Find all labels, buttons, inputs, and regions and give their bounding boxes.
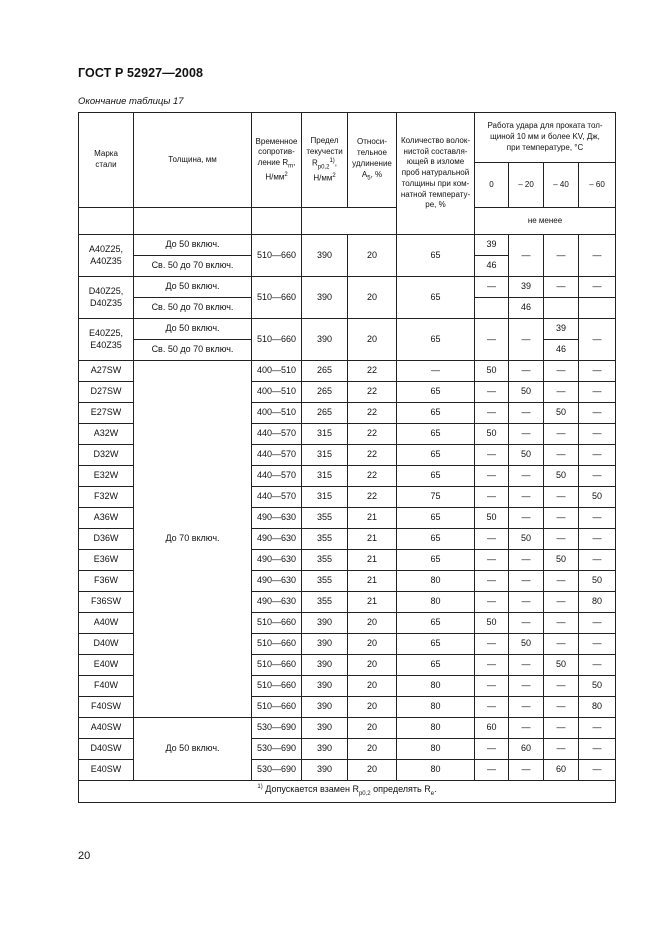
table-row: F36W 490—630 355 21 80 — — — 50: [79, 571, 616, 592]
header-fiber: Количество волок- нистой составля- ющей в изломе проб натуральной толщины при ком- натной температу- ре, %: [397, 113, 475, 235]
table-row: D36W 490—630 355 21 65 — 50 — —: [79, 529, 616, 550]
header-row: [79, 113, 616, 163]
table-row: E36W 490—630 355 21 65 — — 50 —: [79, 550, 616, 571]
table-row: F36SW 490—630 355 21 80 — — — 80: [79, 592, 616, 613]
header-min-label: не менее: [475, 208, 616, 235]
table-row: A40W 510—660 390 20 65 50 — — —: [79, 613, 616, 634]
table-row: D40SW 530—690 390 20 80 — 60 — —: [79, 739, 616, 760]
header-yield: Предел текучести $R_{p0,2}^{1)}$, $Н/мм^2$: [302, 113, 348, 208]
header-temp-40: – 40: [544, 163, 579, 208]
table-row: A36W 490—630 355 21 65 50 — — —: [79, 508, 616, 529]
table-row: A27SW До 70 включ. 400—510 265 22 — 50 — — —: [79, 361, 616, 382]
table-row: E27SW 400—510 265 22 65 — — 50 —: [79, 403, 616, 424]
table-row: Св. 50 до 70 включ. 46: [79, 256, 616, 277]
page-number: 20: [78, 850, 91, 862]
properties-table: [78, 112, 616, 803]
header-temp-60: – 60: [579, 163, 616, 208]
table-row: Св. 50 до 70 включ. 46: [79, 340, 616, 361]
header-elongation: Относи- тельное удлинение $A_5$, %: [348, 113, 397, 208]
table-row: F32W 440—570 315 22 75 — — — 50: [79, 487, 616, 508]
table-row: E40Z25, E40Z35 До 50 включ. 510—660 390 20 65 — — 39 —: [79, 319, 616, 340]
header-grade: Марка стали: [79, 113, 134, 208]
header-thickness: Толщина, мм: [134, 113, 252, 208]
table-row: D32W 440—570 315 22 65 — 50 — —: [79, 445, 616, 466]
header-temp-0: 0: [475, 163, 509, 208]
table-row: A40SW До 50 включ. 530—690 390 20 80 60 — — —: [79, 718, 616, 739]
document-title: ГОСТ Р 52927—2008: [78, 66, 204, 80]
table-row: F40SW 510—660 390 20 80 — — — 80: [79, 697, 616, 718]
table-row: A32W 440—570 315 22 65 50 — — —: [79, 424, 616, 445]
footnote-row: [79, 781, 616, 803]
table-row: D40W 510—660 390 20 65 — 50 — —: [79, 634, 616, 655]
table-row: F40W 510—660 390 20 80 — — — 50: [79, 676, 616, 697]
table-row: E40SW 530—690 390 20 80 — — 60 —: [79, 760, 616, 781]
table-row: Св. 50 до 70 включ. 46: [79, 298, 616, 319]
table-caption: Окончание таблицы 17: [78, 96, 184, 107]
table-row: A40Z25, A40Z35 До 50 включ. 510—660 390 20 65 39 — — —: [79, 235, 616, 256]
header-impact: Работа удара для проката тол- щиной 10 мм и более KV, Дж, при температуре, °С: [475, 113, 616, 163]
footnote: $^{1)}$ Допускается взамен $R_{p0,2}$ определять $R_e$.: [79, 781, 616, 803]
table-row: E40W 510—660 390 20 65 — — 50 —: [79, 655, 616, 676]
table-row: D27SW 400—510 265 22 65 — 50 — —: [79, 382, 616, 403]
header-tensile: Временное сопротив- ление $R_m$, $Н/мм^2$: [252, 113, 302, 208]
header-min-row: [79, 208, 616, 235]
table-row: D40Z25, D40Z35 До 50 включ. 510—660 390 20 65 — 39 — —: [79, 277, 616, 298]
header-temp-20: – 20: [509, 163, 544, 208]
table-row: E32W 440—570 315 22 65 — — 50 —: [79, 466, 616, 487]
